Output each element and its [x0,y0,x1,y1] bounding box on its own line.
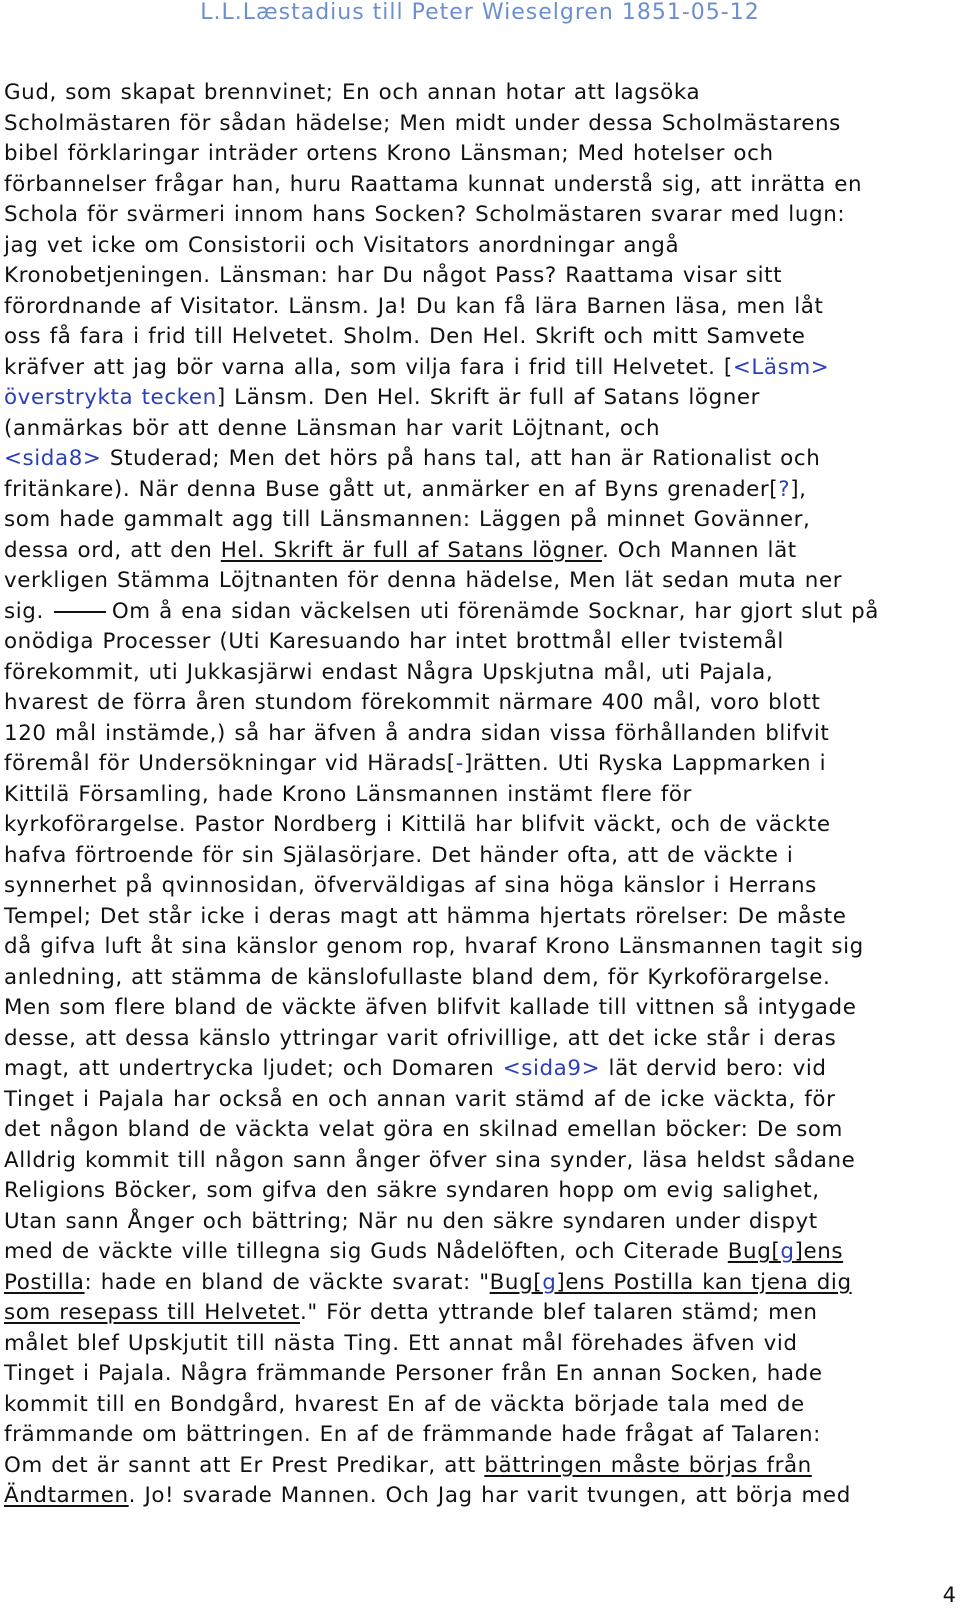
text-line [4,1237,956,1268]
underlined-text: Ändtarmen [4,1483,129,1508]
text-line: kommit till en Bondgård, hvarest En af de väckta började tala med de [4,1391,805,1417]
text-line: målet blef Upskjutit till nästa Ting. Ett annat mål förehades äfven vid [4,1330,798,1356]
text-line: Tempel; Det står icke i deras magt att hämma hjertats rörelser: De måste [4,903,847,929]
text-line [4,1298,956,1329]
text-line [4,353,956,384]
text-line [4,444,956,475]
text-segment: ]ens [794,1239,844,1264]
underlined-text: bättringen måste börjas från [484,1452,812,1478]
text-line [4,536,956,567]
text-line [4,1481,956,1512]
text-line: hafva förtroende för sin Själasörjare. Det händer ofta, att de väckte i [4,842,794,868]
editorial-query: ? [778,476,791,502]
text-line: kyrkoförargelse. Pastor Nordberg i Kittilä har blifvit väckt, och de väckte [4,812,831,837]
text-line: hvarest de förra åren stundom förekommit närmare 400 mål, voro blott [4,690,821,715]
page-marker: <sida8> [4,446,102,471]
text-line: förekommit, uti Jukkasjärwi endast Några Upskjutna mål, uti Pajala, [4,659,774,685]
text-line [4,1268,956,1299]
text-line: onödiga Processer (Uti Karesuando har intet brottmål eller tvistemål [4,629,784,654]
underlined-text [728,1239,843,1264]
underlined-text [490,1270,852,1295]
text-line: Kronobetjeningen. Länsman: har Du något Pass? Raattama visar sitt [4,263,783,288]
text-segment: Studerad; Men det hörs på hans tal, att han är Rationalist och [101,446,821,471]
document-title: L.L.Læstadius till Peter Wieselgren 1851-05-12 [200,0,760,25]
text-segment: Bug[ [727,1239,781,1264]
text-line [4,383,956,414]
text-line: Schola för svärmeri innom hans Socken? Scholmästaren svarar med lugn: [4,202,846,227]
text-line: anledning, att stämma de känslofullaste bland dem, för Kyrkoförargelse. [4,964,831,990]
editorial-mark: - [455,751,464,776]
text-segment: ] Länsm. Den Hel. Skrift är full af Satans lögner [216,385,761,410]
text-line: Gud, som skapat brennvinet; En och annan hotar att lagsöka [4,80,701,105]
editorial-letter: g [780,1239,795,1264]
underlined-text: som resepass till Helvetet [4,1300,300,1325]
text-line: 120 mål instämde,) så har äfven å andra sidan vissa förhållanden blifvit [4,720,830,746]
text-line: främmande om bättringen. En af de främmande hade frågat af Talaren: [4,1422,821,1447]
underlined-text: Postilla [4,1269,85,1295]
text-line [4,1451,956,1482]
text-line: Scholmästaren för sådan hädelse; Men midt under dessa Scholmästarens [4,110,841,136]
text-segment: ], [790,476,807,502]
text-line: Men som flere bland de väckte äfven blifvit kallade till vittnen så intygade [4,995,857,1020]
text-line: förordnande af Visitator. Länsm. Ja! Du kan få lära Barnen läsa, men låt [4,293,824,319]
text-line: Utan sann Ånger och bättring; När nu den säkre syndaren under dispyt [4,1208,818,1234]
underlined-text: Hel. Skrift är full af Satans lögner [220,537,602,563]
text-line: jag vet icke om Consistorii och Visitators anordningar angå [4,232,680,258]
text-segment: Bug[ [489,1269,543,1295]
text-line: Tinget i Pajala har också en och annan varit stämd af de icke väckta, för [4,1086,836,1112]
text-segment: fritänkare). När denna Buse gått ut, anmärker en af Byns grenader[ [4,476,779,502]
text-line: förbannelser frågar han, huru Raattama kunnat understå sig, att inrätta en [4,171,863,197]
editorial-tag: <Läsm> [732,354,830,380]
text-segment: dessa ord, att den [4,537,221,563]
editorial-note: överstrykta tecken [4,385,217,410]
text-line [4,475,956,506]
text-line: verkligen Stämma Löjtnanten för denna hädelse, Men lät sedan muta ner [4,568,843,593]
em-dash-rule [54,611,106,613]
text-segment: . Jo! svarade Mannen. Och Jag har varit tvungen, att börja med [128,1483,851,1508]
text-segment: Om å ena sidan väckelsen uti förenämde Socknar, har gjort slut på [111,598,879,624]
editorial-letter: g [542,1269,557,1295]
text-line [4,597,956,628]
text-line: oss få fara i frid till Helvetet. Sholm. Den Hel. Skrift och mitt Samvete [4,324,806,349]
text-segment: : hade en bland de väckte svarat: " [84,1269,490,1295]
text-line: synnerhet på qvinnosidan, öfverväldigas af sina höga känslor i Herrans [4,873,817,898]
text-line: Alldrig kommit till någon sann ånger öfver sina synder, läsa heldst sådane [4,1147,856,1173]
text-segment: kräfver att jag bör varna alla, som vilja fara i frid till Helvetet. [ [4,354,733,380]
text-segment: Om det är sannt att Er Prest Predikar, att [4,1452,485,1478]
text-segment: sig. [4,598,44,624]
text-segment: ]rätten. Uti Ryska Lappmarken i [463,751,827,776]
text-line: det någon bland de väckta velat göra en skilnad emellan böcker: De som [4,1117,843,1142]
text-line: som hade gammalt agg till Länsmannen: Läggen på minnet Govänner, [4,507,811,532]
text-segment: lät dervid bero: vid [600,1056,827,1081]
text-line: Kittilä Församling, hade Krono Länsmannen instämt flere för [4,781,692,807]
text-line: bibel förklaringar inträder ortens Krono Länsman; Med hotelser och [4,141,774,166]
page-marker: <sida9> [502,1056,601,1081]
page-number: 4 [942,1583,956,1607]
text-segment: . Och Mannen lät [601,537,797,563]
text-line: desse, att dessa känslo yttringar varit ofrivillige, att det icke står i deras [4,1025,837,1051]
text-segment: föremål för Undersökningar vid Härads[ [4,751,456,776]
text-line [4,749,956,780]
text-line [4,1054,956,1085]
letter-body [4,78,956,1512]
text-segment: ." För detta yttrande blef talaren stämd; men [300,1300,818,1325]
text-segment: ]ens Postilla kan tjena dig [556,1269,852,1295]
text-line: Religions Böcker, som gifva den säkre syndaren hopp om evig salighet, [4,1178,820,1203]
text-segment: med de väckte ville tillegna sig Guds Nådelöften, och Citerade [4,1239,728,1264]
text-segment: magt, att undertrycka ljudet; och Domaren [4,1056,503,1081]
text-line: Tinget i Pajala. Några främmande Personer från En annan Socken, hade [4,1361,823,1386]
text-line: (anmärkas bör att denne Länsman har varit Löjtnant, och [4,415,661,441]
text-line: då gifva luft åt sina känslor genom rop, hvaraf Krono Länsmannen tagit sig [4,934,864,959]
